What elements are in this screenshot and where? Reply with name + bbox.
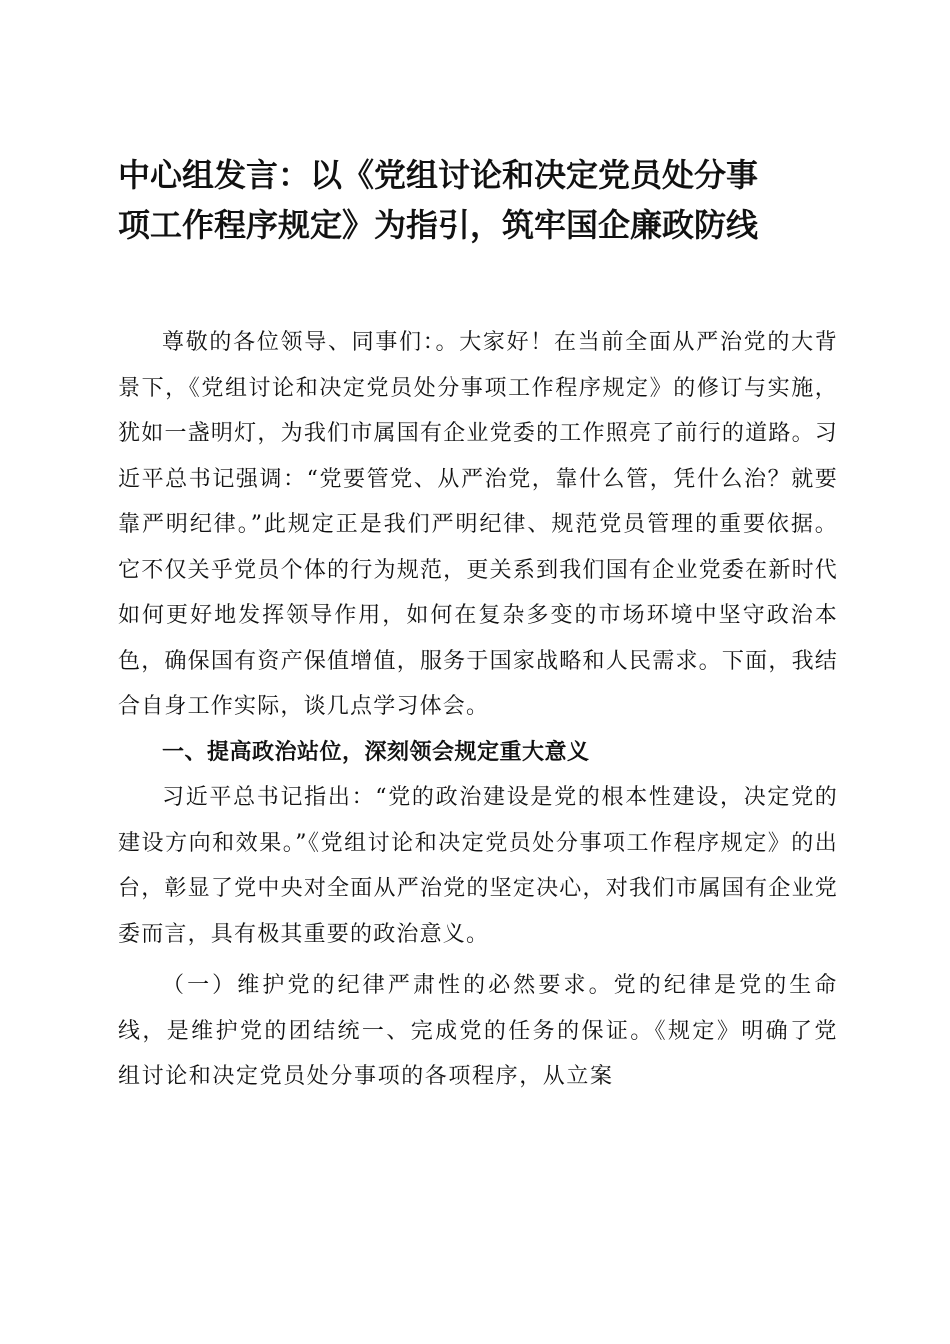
paragraph-subsection-1: （一）维护党的纪律严肃性的必然要求。党的纪律是党的生命线，是维护党的团结统一、完成党的任务的保证。《规定》明确了党组讨论和决定党员处分事项的各项程序，从立案 (118, 973, 838, 1089)
paragraph-opening: 尊敬的各位领导、同事们：。大家好！在当前全面从严治党的大背景下，《党组讨论和决定党员处分事项工作程序规定》的修订与实施，犹如一盏明灯，为我们市属国有企业党委的工作照亮了前行的道路。习近平总书记强调：“党要管党、从严治党，靠什么管，凭什么治？就要靠严明纪律。”此规定正是我们严明纪律、规范党员管理的重要依据。它不仅关乎党员个体的行为规范，更关系到我们国有企业党委在新时代如何更好地发挥领导作用，如何在复杂多变的市场环境中坚守政治本色，确保国有资产保值增值，服务于国家战略和人民需求。下面，我结合自身工作实际，谈几点学习体会。 (118, 330, 838, 719)
title-line-1: 中心组发言：以《党组讨论和决定党员处分事 (118, 156, 759, 194)
title-line-2: 项工作程序规定》为指引，筑牢国企廉政防线 (118, 206, 759, 244)
paragraph-section-1: 习近平总书记指出：“党的政治建设是党的根本性建设，决定党的建设方向和效果。”《党组讨论和决定党员处分事项工作程序规定》的出台，彰显了党中央对全面从严治党的坚定决心，对我们市属国有企业党委而言，具有极其重要的政治意义。 (118, 785, 838, 947)
document-title (118, 150, 838, 250)
document-body (118, 320, 838, 1100)
section-heading-1: 一、提高政治站位，深刻领会规定重大意义 (162, 739, 590, 765)
